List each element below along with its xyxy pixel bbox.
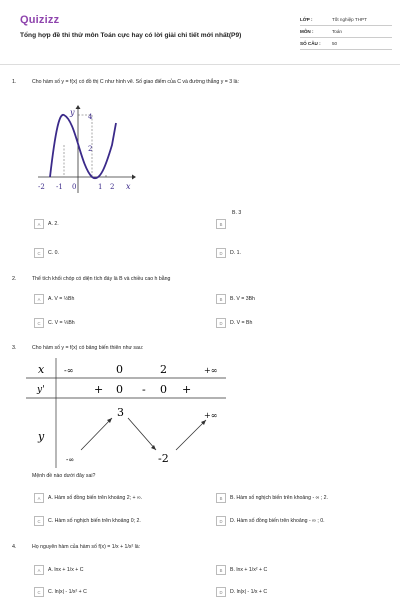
question-number: 4. (12, 544, 17, 550)
meta-key: LỚP : (300, 17, 313, 22)
x-value: 2 (160, 363, 167, 376)
question-text: Cho hàm số y = f(x) có bảng biến thiên như sau: (32, 345, 144, 351)
answer-option-a[interactable] (34, 565, 83, 575)
answer-letter-box: B (216, 565, 226, 575)
header-divider (0, 64, 400, 65)
answer-option-b[interactable] (216, 294, 255, 304)
answer-option-c[interactable] (34, 516, 141, 526)
answer-option-b[interactable] (216, 219, 230, 229)
x-axis-arrow (132, 175, 136, 180)
answer-text: A. 2. (48, 221, 59, 227)
tick-label-2x: 2 (110, 183, 115, 191)
function-curve (50, 115, 116, 178)
answer-text: B. 3 (232, 210, 242, 216)
answer-letter-box: D (216, 587, 226, 597)
derivative-sign: - (142, 383, 146, 396)
answer-text: B. lnx + 1/x² + C (230, 567, 268, 573)
y-row-label: y (38, 430, 45, 443)
question-number: 1. (12, 79, 17, 85)
derivative-sign: 0 (160, 383, 167, 396)
answer-option-b[interactable] (216, 493, 328, 503)
answer-option-c[interactable] (34, 318, 75, 328)
variation-table (26, 358, 226, 468)
x-value: 0 (116, 363, 123, 376)
answer-option-d[interactable] (216, 248, 241, 258)
answer-letter-box: C (34, 587, 44, 597)
meta-value: Toán (332, 29, 342, 34)
y-value-start: -∞ (66, 456, 75, 464)
tick-label-neg2: -2 (38, 183, 45, 191)
x-value: -∞ (64, 366, 74, 375)
meta-key: SỐ CÂU : (300, 41, 321, 46)
y-axis-arrow (76, 105, 81, 109)
answer-text: D. ln|x| - 1/x + C (230, 589, 268, 595)
meta-key: MÔN : (300, 29, 314, 34)
question-number: 2. (12, 276, 17, 282)
answer-letter-box: A (34, 294, 44, 304)
x-row-label: x (38, 363, 45, 376)
answer-letter-box: A (34, 493, 44, 503)
answer-option-c[interactable] (34, 587, 87, 597)
answer-text: B. V = 3Bh (230, 296, 255, 302)
document-title: Tổng hợp đề thi thử môn Toán cực hay có lời giải chi tiết mới nhất(P9) (20, 32, 242, 39)
y-value-end: +∞ (204, 411, 218, 420)
derivative-sign: + (182, 383, 192, 396)
y-axis-label: y (70, 108, 75, 117)
y-value-valley: -2 (158, 452, 169, 465)
answer-text: B. Hàm số nghịch biến trên khoảng - ∞ ; 2. (230, 495, 328, 501)
question-text: Họ nguyên hàm của hàm số f(x) = 1/x + 1/x² là: (32, 544, 141, 550)
meta-value: Tốt nghiệp THPT (332, 17, 367, 22)
answer-option-a[interactable] (34, 219, 59, 229)
answer-option-d[interactable] (216, 587, 267, 597)
answer-text: A. Hàm số đồng biến trên khoảng 2; + ∞. (48, 495, 143, 501)
question-number: 3. (12, 345, 17, 351)
tick-label-2: 2 (88, 145, 93, 153)
function-graph (36, 105, 136, 195)
x-value: +∞ (204, 366, 218, 375)
answer-text: C. ln|x| - 1/x² + C (48, 589, 87, 595)
answer-letter-box: A (34, 219, 44, 229)
answer-letter-box: C (34, 516, 44, 526)
answer-text: D. 1. (230, 250, 241, 256)
meta-row-class (300, 14, 392, 26)
answer-text: D. V = Bh (230, 320, 253, 326)
answer-option-a[interactable] (34, 493, 142, 503)
answer-letter-box: A (34, 565, 44, 575)
answer-letter-box: D (216, 318, 226, 328)
question-subtext: Mệnh đề nào dưới đây sai? (32, 473, 96, 479)
answer-letter-box: D (216, 516, 226, 526)
answer-text: A. lnx + 1/x + C (48, 567, 84, 573)
question-text: Thể tích khối chóp có diện tích đáy là B và chiều cao h bằng (32, 276, 171, 282)
answer-text: A. V = ½Bh (48, 296, 75, 302)
answer-letter-box: B (216, 493, 226, 503)
x-axis-label: x (126, 182, 131, 191)
y-value-peak: 3 (117, 406, 124, 419)
answer-letter-box: C (34, 248, 44, 258)
answer-option-d[interactable] (216, 318, 252, 328)
quizizz-logo: Quizizz (20, 14, 60, 26)
meta-value: 50 (332, 41, 338, 46)
answer-text: C. Hàm số nghịch biến trên khoảng 0; 2. (48, 518, 141, 524)
answer-option-a[interactable] (34, 294, 74, 304)
answer-option-c[interactable] (34, 248, 59, 258)
answer-letter-box: D (216, 248, 226, 258)
meta-info (300, 14, 392, 50)
meta-row-count (300, 38, 392, 50)
tick-label-0: 0 (72, 183, 77, 191)
tick-label-neg1: -1 (56, 183, 63, 191)
meta-row-subject (300, 26, 392, 38)
answer-letter-box: C (34, 318, 44, 328)
answer-option-d[interactable] (216, 516, 325, 526)
answer-text: C. 0. (48, 250, 59, 256)
derivative-sign: + (94, 383, 104, 396)
answer-letter-box: B (216, 219, 226, 229)
question-text: Cho hàm số y = f(x) có đồ thị C như hình vẽ. Số giao điểm của C và đường thẳng y = 3 là: (32, 79, 240, 85)
answer-text: C. V = ⅓Bh (48, 320, 75, 326)
tick-label-4: 4 (88, 113, 93, 121)
answer-text: D. Hàm số đồng biến trên khoảng - ∞ ; 0. (230, 518, 325, 524)
derivative-sign: 0 (116, 383, 123, 396)
tick-label-1: 1 (98, 183, 103, 191)
answer-option-b[interactable] (216, 565, 267, 575)
yprime-row-label: y' (37, 385, 45, 395)
answer-letter-box: B (216, 294, 226, 304)
